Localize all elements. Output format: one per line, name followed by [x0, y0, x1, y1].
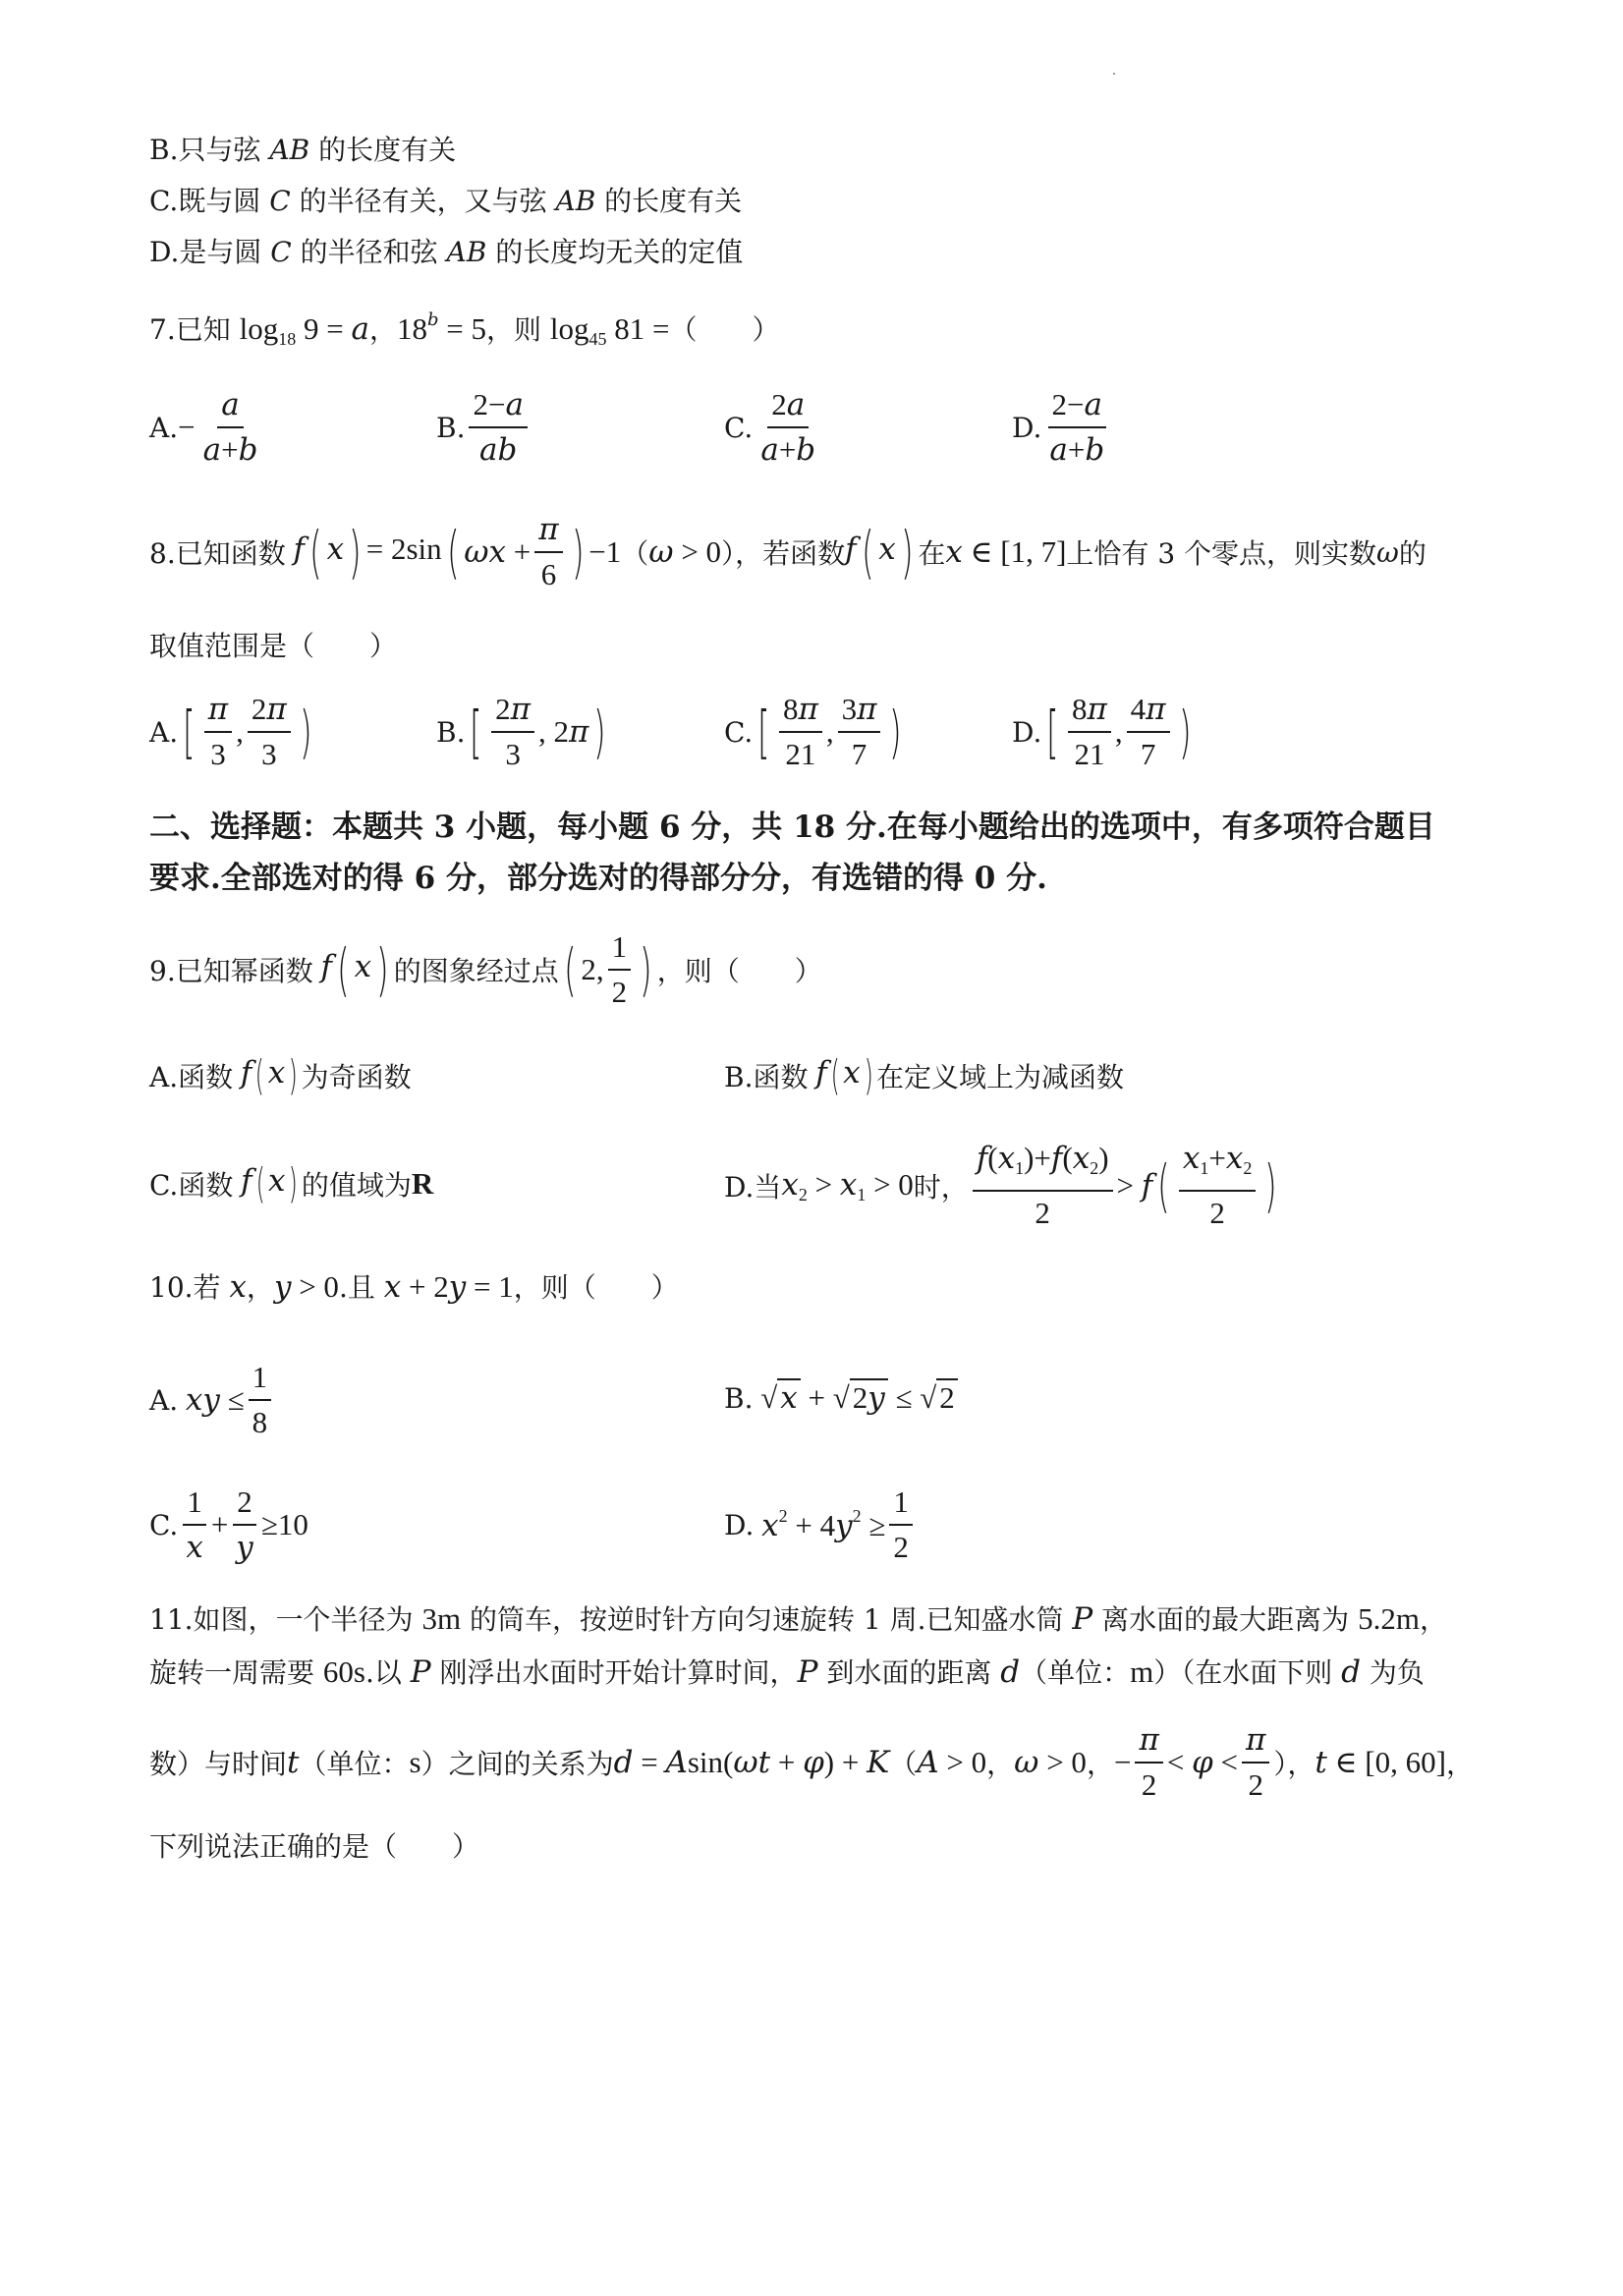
- q11-line1: 11.如图，一个半径为 3m 的筒车，按逆时针方向匀速旋转 1 周.已知盛水筒 P 离水面的最大距离为 5.2m，: [149, 1601, 1447, 1637]
- q10-option-d: D. $x^2 + 4y^2$ ≥ $\frac{1}{2}$: [724, 1484, 917, 1566]
- q7-option-d: D. $\frac{2-a}{a+b}$: [1012, 387, 1105, 468]
- q10-stem: 10.若 x，y > 0.且 x + 2y = 1，则（ ）: [149, 1269, 679, 1305]
- q8-option-c: C. [ $\frac{8\pi}{21}$ , $\frac{3\pi}{7}$ ): [724, 692, 903, 771]
- q11-line3: 数）与时间 t （单位： s ）之间的关系为 d = Asin(ωt + φ) + K （ A > 0 ， ω > 0 ， − $\frac{\pi}{2}$ < φ < $\frac{\pi}{2}$ ）， t ∈ [0, 60] ，: [149, 1722, 1474, 1802]
- q11-line2: 旋转一周需要 60s.以 P 刚浮出水面时开始计算时间，P 到水面的距离 d（单位：m）（在水面下则 d 为负: [149, 1654, 1425, 1690]
- q9-option-b: B.函数 f( x) 在定义域上为减函数: [724, 1051, 1124, 1099]
- q7-option-b: B. $\frac{2-a}{ab}$: [436, 386, 532, 469]
- q6-option-c: C.既与圆 C 的半径有关，又与弦 AB 的长度有关: [149, 185, 743, 217]
- q6-option-b: B.只与弦 AB 的长度有关: [149, 134, 457, 166]
- q7-stem: 7.已知 $\log_{18} 9 = a$，$18^b = 5$，则 $\log_{45} 81$ =（ ）: [149, 309, 780, 349]
- q9-option-d: D.当 $x_2 > x_1 > 0$ 时， $\frac{f(x_1)+f(x_2)}{2}$ > f ( $\frac{x_1+x_2}{2}$ ): [724, 1141, 1277, 1230]
- q9-option-a: A.函数 f( x) 为奇函数: [149, 1051, 412, 1099]
- scan-speck: [1113, 73, 1115, 75]
- q10-option-b: B. √x + √2y ≤ √2: [724, 1380, 958, 1416]
- q8-stem: 8.已知函数 f( x) = 2sin ( ωx + $\frac{\pi}{6}$ ) −1 （ ω > 0 ），若函数 f( x) 在 x ∈ [1, 7] 上恰有 3 个零点，则实数 ω 的: [149, 512, 1427, 591]
- q10-option-c: C. $\frac{1}{x}$ + $\frac{2}{y}$ ≥10: [149, 1484, 308, 1565]
- q8-option-a: A. [ $\frac{\pi}{3}$ , $\frac{2\pi}{3}$ ): [149, 692, 312, 771]
- section2-heading-line2: 要求.全部选对的得 6 分，部分选对的得部分分，有选错的得 0 分.: [149, 861, 1047, 896]
- section2-heading-line1: 二、选择题：本题共 3 小题，每小题 6 分，共 18 分.在每小题给出的选项中，有多项符合题目: [149, 810, 1435, 845]
- q10-option-a: A. xy ≤ $\frac{1}{8}$: [149, 1359, 275, 1441]
- q9-option-c: C.函数 f( x) 的值域为 R: [149, 1159, 434, 1207]
- q9-stem: 9.已知幂函数 f( x) 的图象经过点 ( 2, $\frac{1}{2}$ ) ，则（ ）: [149, 929, 822, 1009]
- q8-option-b: B. [ $\frac{2\pi}{3}$ , 2π ): [436, 692, 606, 771]
- q7-option-c: C. $\frac{2a}{a+b}$: [724, 387, 816, 468]
- q8-option-d: D. [ $\frac{8\pi}{21}$ , $\frac{4\pi}{7}$ ): [1012, 692, 1192, 771]
- q6-option-d: D.是与圆 C 的半径和弦 AB 的长度均无关的定值: [149, 236, 744, 268]
- q8-stem-cont: 取值范围是（ ）: [149, 630, 398, 662]
- q11-line4: 下列说法正确的是（ ）: [149, 1830, 480, 1863]
- q7-option-a: A. − $\frac{a}{a+b}$: [149, 387, 258, 468]
